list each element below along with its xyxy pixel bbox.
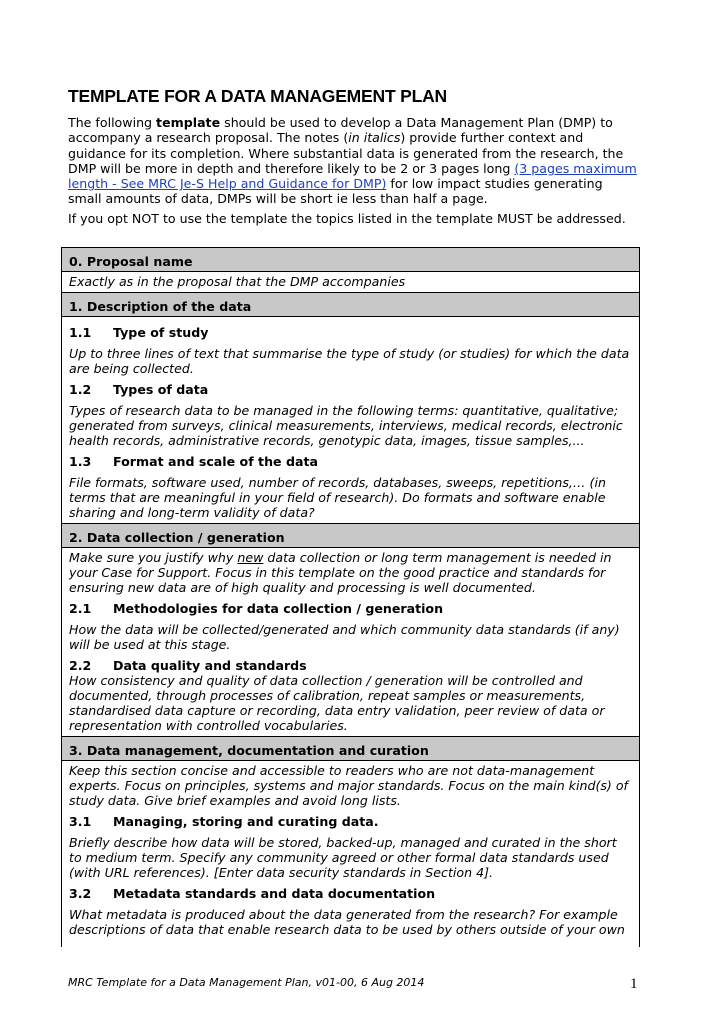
subsection-2-1-text: How the data will be collected/generated and which community data standards (if any) will be used at this stage. xyxy=(69,622,620,652)
subsection-1-1-text: Up to three lines of text that summarise the type of study (or studies) for which the data are being collected. xyxy=(69,346,630,376)
subsection-1-1-heading xyxy=(69,325,632,340)
subsection-1-3-text: File formats, software used, number of records, databases, sweeps, repetitions,… (in terms that are meaningful in your field of research). Do formats and software enable sharing and long-term validity of data? xyxy=(69,475,606,520)
subsection-title: Type of study xyxy=(113,325,209,340)
section-3-body xyxy=(62,761,639,940)
subsection-title: Methodologies for data collection / generation xyxy=(113,601,444,616)
subsection-title: Types of data xyxy=(113,382,209,397)
intro-text-mid2: ) provide further context and guidance for its completion. Where substantial data is generated from the research, the DMP will be more in depth and therefore likely to be 2 or 3 pages long xyxy=(68,130,624,176)
section-2-intro-underline: new xyxy=(237,550,264,565)
section-2-intro-start: Make sure you justify why xyxy=(69,550,238,565)
intro-text-start: The following xyxy=(68,115,157,130)
intro-text-mid: should be used to develop a Data Management Plan (DMP) to accompany a research proposal. The notes ( xyxy=(68,115,613,146)
subsection-title: Metadata standards and data documentation xyxy=(113,886,436,901)
section-2-intro xyxy=(69,550,632,595)
subsection-number: 1.3 xyxy=(69,454,92,469)
subsection-title: Data quality and standards xyxy=(113,658,307,673)
section-2-header: 2. Data collection / generation xyxy=(62,523,639,548)
page-number: 1 xyxy=(630,976,638,992)
subsection-3-1-text: Briefly describe how data will be stored, backed-up, managed and curated in the short to medium term. Specify any community agreed or other formal data standards used (with URL references). [Enter data security standards in Section 4]. xyxy=(69,835,617,880)
section-3-intro: Keep this section concise and accessible to readers who are not data-management experts. Focus on principles, systems and major standards. Focus on the main kind(s) of study data. Give brief examples and avoid long lists. xyxy=(69,763,628,808)
subsection-2-2-text: How consistency and quality of data collection / generation will be controlled and documented, through processes of calibration, repeat samples or measurements, standardised data capture or recording, data entry validation, peer review of data or representation with controlled vocabularies. xyxy=(69,673,605,733)
section-0-text: Exactly as in the proposal that the DMP accompanies xyxy=(69,274,406,289)
subsection-number: 2.1 xyxy=(69,601,92,616)
template-table xyxy=(61,247,640,947)
subsection-number: 1.2 xyxy=(69,382,92,397)
subsection-title: Format and scale of the data xyxy=(113,454,319,469)
section-0-header: 0. Proposal name xyxy=(62,248,639,272)
intro-italic: in italics xyxy=(348,130,401,146)
section-2-body xyxy=(62,548,639,736)
subsection-3-2-heading xyxy=(69,886,632,901)
subsection-1-3-heading xyxy=(69,454,632,469)
intro-text-end: for low impact studies generating small amounts of data, DMPs will be short ie less than half a page. xyxy=(68,176,603,207)
subsection-2-2-heading xyxy=(69,658,632,673)
subsection-1-2-text: Types of research data to be managed in the following terms: quantitative, qualitative; generated from surveys, clinical measurements, interviews, medical records, electronic health records, administrative records, genotypic data, images, tissue samples,... xyxy=(69,403,623,448)
subsection-number: 3.1 xyxy=(69,814,92,829)
subsection-3-2-text: What metadata is produced about the data generated from the research? For example descriptions of data that enable research data to be used by others outside of your own xyxy=(69,907,625,937)
subsection-number: 3.2 xyxy=(69,886,92,901)
page-footer: MRC Template for a Data Management Plan, v01-00, 6 Aug 2014 xyxy=(68,976,425,989)
subsection-title: Managing, storing and curating data. xyxy=(113,814,379,829)
je-s-guidance-link[interactable]: (3 pages maximum length - See MRC Je-S Help and Guidance for DMP) xyxy=(68,160,637,192)
page-title: TEMPLATE FOR A DATA MANAGEMENT PLAN xyxy=(68,86,447,106)
section-2-intro-end: data collection or long term management is needed in your Case for Support. Focus in this template on the good practice and standards for ensuring new data are of high quality and processing is well documented. xyxy=(69,550,612,595)
section-0-body xyxy=(62,272,639,292)
intro-paragraph-2: If you opt NOT to use the template the topics listed in the template MUST be addressed. xyxy=(68,211,626,226)
section-3-header: 3. Data management, documentation and curation xyxy=(62,736,639,761)
subsection-3-1-heading xyxy=(69,814,632,829)
section-1-body xyxy=(62,317,639,523)
section-1-header: 1. Description of the data xyxy=(62,292,639,317)
subsection-2-1-heading xyxy=(69,601,632,616)
subsection-number: 2.2 xyxy=(69,658,92,673)
intro-bold-template: template xyxy=(156,115,221,130)
intro-paragraph xyxy=(68,115,638,207)
subsection-1-2-heading xyxy=(69,382,632,397)
subsection-number: 1.1 xyxy=(69,325,92,340)
